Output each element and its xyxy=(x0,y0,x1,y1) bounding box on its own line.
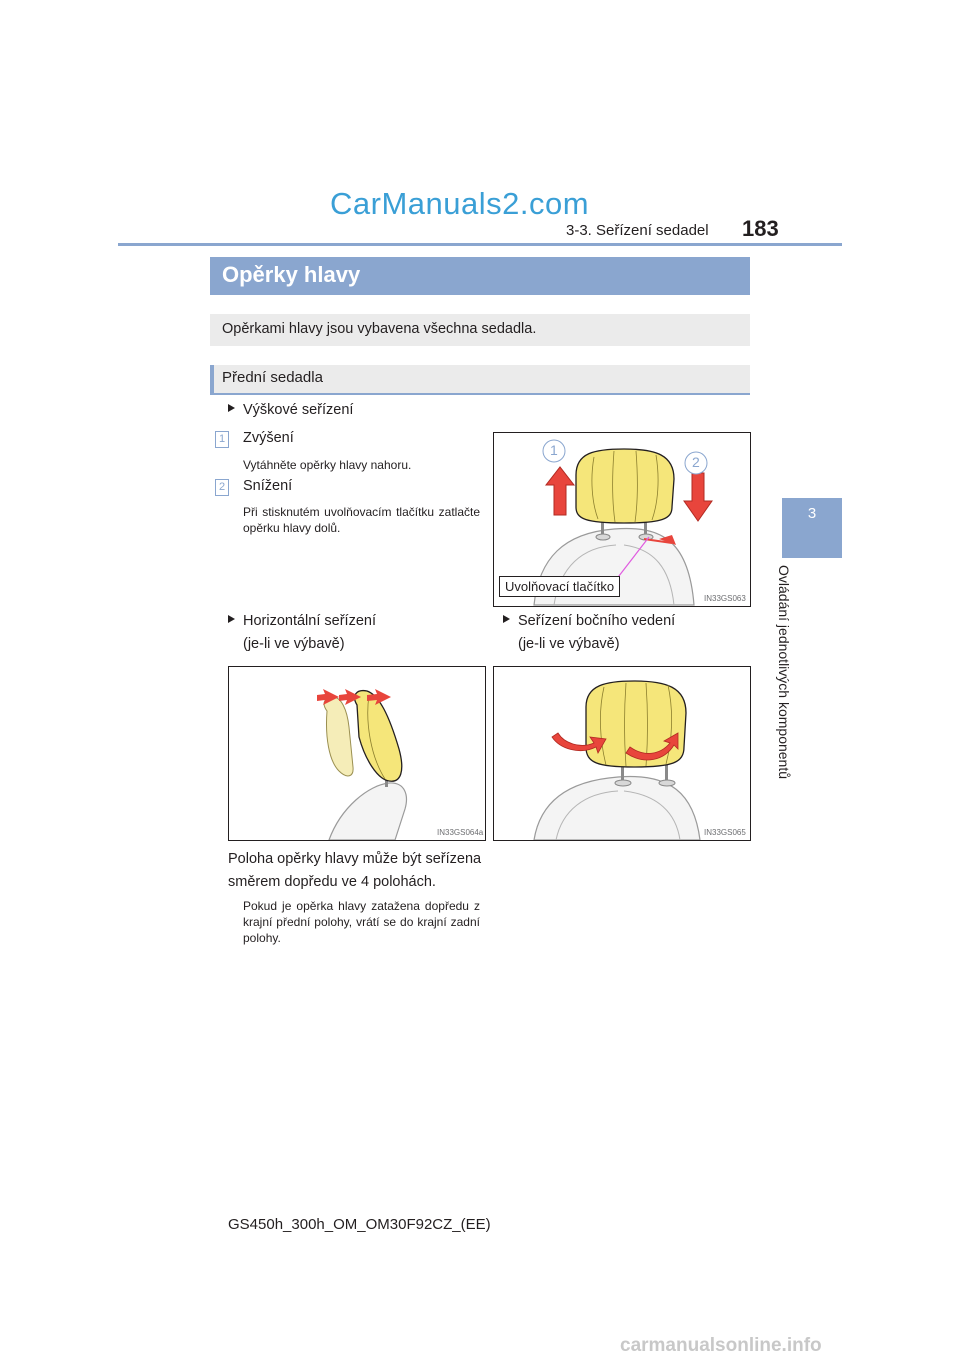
bullet-triangle-icon xyxy=(503,615,510,623)
figure-height-adjust xyxy=(493,432,751,607)
page-number: 183 xyxy=(742,216,779,241)
figure-horizontal-adjust xyxy=(228,666,486,841)
horizontal-adjust-heading xyxy=(228,613,376,629)
horizontal-adjust-note: Pokud je opěrka hlavy zatažena dopředu z krajní přední polohy, vrátí se do krajní zadní polohy. xyxy=(243,899,480,945)
headrest-horizontal-illustration xyxy=(229,667,485,840)
horizontal-adjust-heading-line2: (je-li ve výbavě) xyxy=(243,636,345,652)
bullet-triangle-icon xyxy=(228,404,235,412)
release-button-callout: Uvolňovací tlačítko xyxy=(499,576,620,597)
horizontal-adjust-text-line1: Poloha opěrky hlavy může být seřízena xyxy=(228,851,482,867)
header-section-title: 3-3. Seřízení sedadel xyxy=(566,222,709,239)
figure-code: IN33GS064a xyxy=(437,828,484,837)
subheading-accent xyxy=(210,365,214,395)
step-label-lower: Snížení xyxy=(243,478,293,494)
side-guide-heading xyxy=(503,613,675,629)
watermark-logo: CarManuals2.com xyxy=(330,186,590,221)
page-title: Opěrky hlavy xyxy=(222,262,361,287)
height-adjust-heading xyxy=(228,402,353,418)
header-rule xyxy=(118,243,842,246)
figure-code: IN33GS063 xyxy=(704,594,746,603)
chapter-number: 3 xyxy=(807,505,817,522)
chapter-caption xyxy=(776,565,814,805)
step-number-2: 2 xyxy=(215,479,229,496)
figure-side-guide xyxy=(493,666,751,841)
height-adjust-heading-text: Výškové seřízení xyxy=(243,402,354,418)
footer-document-code: GS450h_300h_OM_OM30F92CZ_(EE) xyxy=(228,1216,491,1233)
side-guide-heading-line1: Seřízení bočního vedení xyxy=(518,613,676,629)
figure-code: IN33GS065 xyxy=(704,828,746,837)
horizontal-adjust-heading-line1: Horizontální seřízení xyxy=(243,613,376,629)
step-desc-lower: Při stisknutém uvolňovacím tlačítku zatlačte opěrku hlavy dolů. xyxy=(243,505,480,535)
side-guide-heading-line2: (je-li ve výbavě) xyxy=(518,636,620,652)
step-desc-raise: Vytáhněte opěrky hlavy nahoru. xyxy=(243,458,412,472)
bullet-triangle-icon xyxy=(228,615,235,623)
chapter-caption-text: Ovládání jednotlivých komponentů xyxy=(776,565,792,780)
watermark-bottom: carmanualsonline.info xyxy=(620,1335,822,1356)
horizontal-adjust-text-line2: směrem dopředu ve 4 polohách. xyxy=(228,874,436,890)
figure-mark-2: 2 xyxy=(692,454,700,470)
headrest-side-guide-illustration xyxy=(494,667,750,840)
figure-mark-1: 1 xyxy=(550,442,558,458)
intro-text: Opěrkami hlavy jsou vybavena všechna sedadla. xyxy=(222,321,537,337)
step-number-1: 1 xyxy=(215,431,229,448)
step-label-raise: Zvýšení xyxy=(243,430,294,446)
subheading: Přední sedadla xyxy=(222,369,323,386)
